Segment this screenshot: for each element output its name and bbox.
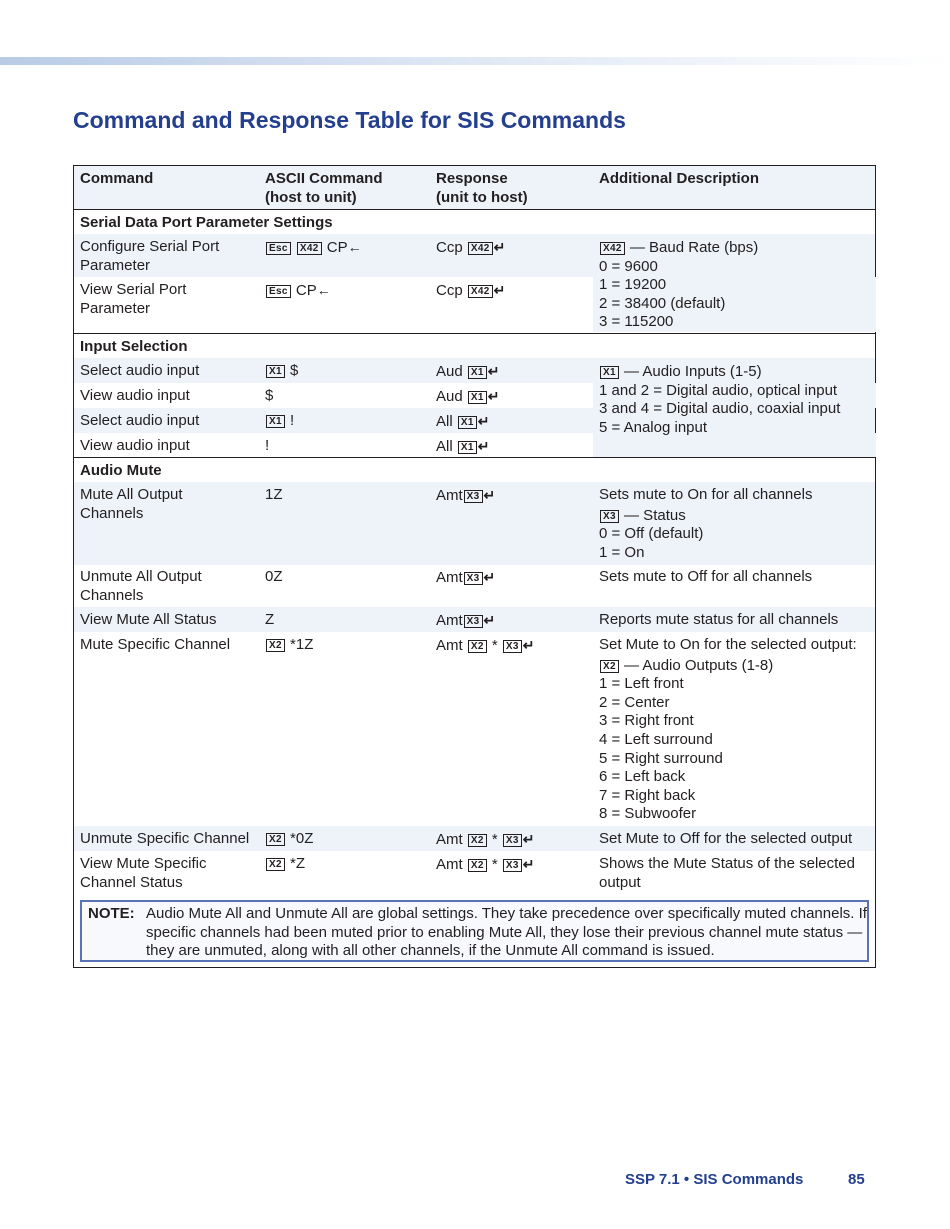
left-arrow-icon: ← <box>347 239 362 255</box>
resp-view-serial: Ccp X42 ↵ <box>436 282 506 299</box>
resp-view-audio-input-2: All X1 ↵ <box>436 438 490 455</box>
ascii-view-audio-input-2: ! <box>265 437 270 454</box>
desc-input: X1 — Audio Inputs (1-5) 1 and 2 = Digital audio, optical input 3 and 4 = Digital audio, coaxial input 5 = Analog input <box>599 363 841 436</box>
x2-key-icon: X2 <box>266 858 285 871</box>
cmd-mute-all: Mute All Output Channels <box>80 486 183 522</box>
enter-icon: ↵ <box>487 388 500 404</box>
cmd-view-mute-specific: View Mute Specific Channel Status <box>80 855 207 891</box>
cmd-view-serial: View Serial Port Parameter <box>80 281 187 317</box>
footer-section: SSP 7.1 • SIS Commands <box>625 1171 804 1188</box>
resp-mute-all: Amt X3 ↵ <box>436 487 496 504</box>
resp-configure-serial: Ccp X42 ↵ <box>436 239 506 256</box>
resp-view-mute-specific: Amt X2 * X3 ↵ <box>436 856 535 873</box>
x3-key-icon: X3 <box>464 572 483 585</box>
enter-icon: ↵ <box>477 438 490 454</box>
enter-icon: ↵ <box>483 487 496 503</box>
header-ascii: ASCII Command (host to unit) <box>265 170 383 206</box>
note-text: Audio Mute All and Unmute All are global settings. They take precedence over specifically muted channels. If specific channels had been muted prior to enabling Mute All, they lose their previous channel mute status — they are unmuted, along with all other channels, if the Unmute All command is issued. <box>146 905 867 960</box>
section-serial-title: Serial Data Port Parameter Settings <box>80 214 333 231</box>
ascii-unmute-specific: X2 *0Z <box>265 830 313 849</box>
ascii-mute-specific: X2 *1Z <box>265 636 313 655</box>
resp-view-mute-all: Amt X3 ↵ <box>436 612 496 629</box>
cmd-unmute-specific: Unmute Specific Channel <box>80 830 250 847</box>
cmd-mute-specific: Mute Specific Channel <box>80 636 231 653</box>
x2-key-icon: X2 <box>468 834 487 847</box>
ascii-unmute-all: 0Z <box>265 568 283 585</box>
desc-unmute-all: Sets mute to Off for all channels <box>599 568 813 585</box>
x42-key-icon: X42 <box>468 285 493 298</box>
x1-key-icon: X1 <box>266 365 285 378</box>
esc-key-icon: Esc <box>266 285 291 298</box>
x3-key-icon: X3 <box>503 640 522 653</box>
ascii-view-serial: Esc CP← <box>265 281 331 301</box>
enter-icon: ↵ <box>483 569 496 585</box>
cmd-view-mute-all: View Mute All Status <box>80 611 217 628</box>
esc-key-icon: Esc <box>266 242 291 255</box>
x42-key-icon: X42 <box>600 242 625 255</box>
desc-mute-specific: Set Mute to On for the selected output: X2 — Audio Outputs (1-8) 1 = Left front 2 = Center 3 = Right front 4 = Left surround 5 = Right surround 6 = Left back 7 = Right back 8 = Subwoofer <box>599 636 857 823</box>
enter-icon: ↵ <box>483 612 496 628</box>
x2-key-icon: X2 <box>266 833 285 846</box>
resp-unmute-specific: Amt X2 * X3 ↵ <box>436 831 535 848</box>
x2-key-icon: X2 <box>468 859 487 872</box>
sis-command-table <box>73 165 876 968</box>
resp-select-audio-input-2: All X1 ↵ <box>436 413 490 430</box>
x1-key-icon: X1 <box>458 441 477 454</box>
header-description: Additional Description <box>599 170 760 187</box>
ascii-select-audio-input-2: X1 ! <box>265 412 294 431</box>
x2-key-icon: X2 <box>600 660 619 673</box>
cmd-unmute-all: Unmute All Output Channels <box>80 568 202 604</box>
x2-key-icon: X2 <box>468 640 487 653</box>
x42-key-icon: X42 <box>468 242 493 255</box>
note-label: NOTE: <box>88 905 135 922</box>
enter-icon: ↵ <box>477 413 490 429</box>
header-command: Command <box>80 170 154 187</box>
x3-key-icon: X3 <box>503 859 522 872</box>
left-arrow-icon: ← <box>316 282 331 298</box>
top-gradient-bar <box>0 57 950 65</box>
desc-view-mute-specific: Shows the Mute Status of the selected output <box>599 855 855 891</box>
desc-unmute-specific: Set Mute to Off for the selected output <box>599 830 853 847</box>
note-box <box>80 900 869 962</box>
enter-icon: ↵ <box>522 831 535 847</box>
x3-key-icon: X3 <box>503 834 522 847</box>
ascii-view-mute-specific: X2 *Z <box>265 855 305 874</box>
enter-icon: ↵ <box>487 363 500 379</box>
desc-serial: X42 — Baud Rate (bps) 0 = 9600 1 = 19200 2 = 38400 (default) 3 = 115200 <box>599 239 759 331</box>
cmd-view-audio-input-2: View audio input <box>80 437 190 454</box>
header-response: Response (unit to host) <box>436 170 528 206</box>
cmd-view-audio-input-1: View audio input <box>80 387 190 404</box>
x42-key-icon: X42 <box>297 242 322 255</box>
x1-key-icon: X1 <box>600 366 619 379</box>
resp-select-audio-input-1: Aud X1 ↵ <box>436 363 500 380</box>
enter-icon: ↵ <box>493 239 506 255</box>
ascii-select-audio-input-1: X1 $ <box>265 362 298 381</box>
table-header <box>74 166 875 209</box>
section-mute-title: Audio Mute <box>80 462 162 479</box>
ascii-mute-all: 1Z <box>265 486 283 503</box>
x2-key-icon: X2 <box>266 639 285 652</box>
ascii-view-audio-input-1: $ <box>265 387 274 404</box>
enter-icon: ↵ <box>522 637 535 653</box>
desc-view-mute-all: Reports mute status for all channels <box>599 611 839 628</box>
cmd-select-audio-input-1: Select audio input <box>80 362 200 379</box>
resp-unmute-all: Amt X3 ↵ <box>436 569 496 586</box>
cmd-select-audio-input-2: Select audio input <box>80 412 200 429</box>
resp-view-audio-input-1: Aud X1 ↵ <box>436 388 500 405</box>
ascii-view-mute-all: Z <box>265 611 275 628</box>
x1-key-icon: X1 <box>458 416 477 429</box>
resp-mute-specific: Amt X2 * X3 ↵ <box>436 637 535 654</box>
ascii-configure-serial: Esc X42 CP← <box>265 238 362 258</box>
cmd-configure-serial: Configure Serial Port Parameter <box>80 238 220 274</box>
x3-key-icon: X3 <box>464 490 483 503</box>
x3-key-icon: X3 <box>464 615 483 628</box>
x3-key-icon: X3 <box>600 510 619 523</box>
section-input-title: Input Selection <box>80 338 188 355</box>
desc-mute-all: Sets mute to On for all channels X3 — Status 0 = Off (default) 1 = On <box>599 486 813 561</box>
enter-icon: ↵ <box>522 856 535 872</box>
x1-key-icon: X1 <box>468 366 487 379</box>
x1-key-icon: X1 <box>266 415 285 428</box>
page-number: 85 <box>848 1171 865 1188</box>
enter-icon: ↵ <box>493 282 506 298</box>
page-title: Command and Response Table for SIS Commands <box>73 107 626 133</box>
x1-key-icon: X1 <box>468 391 487 404</box>
